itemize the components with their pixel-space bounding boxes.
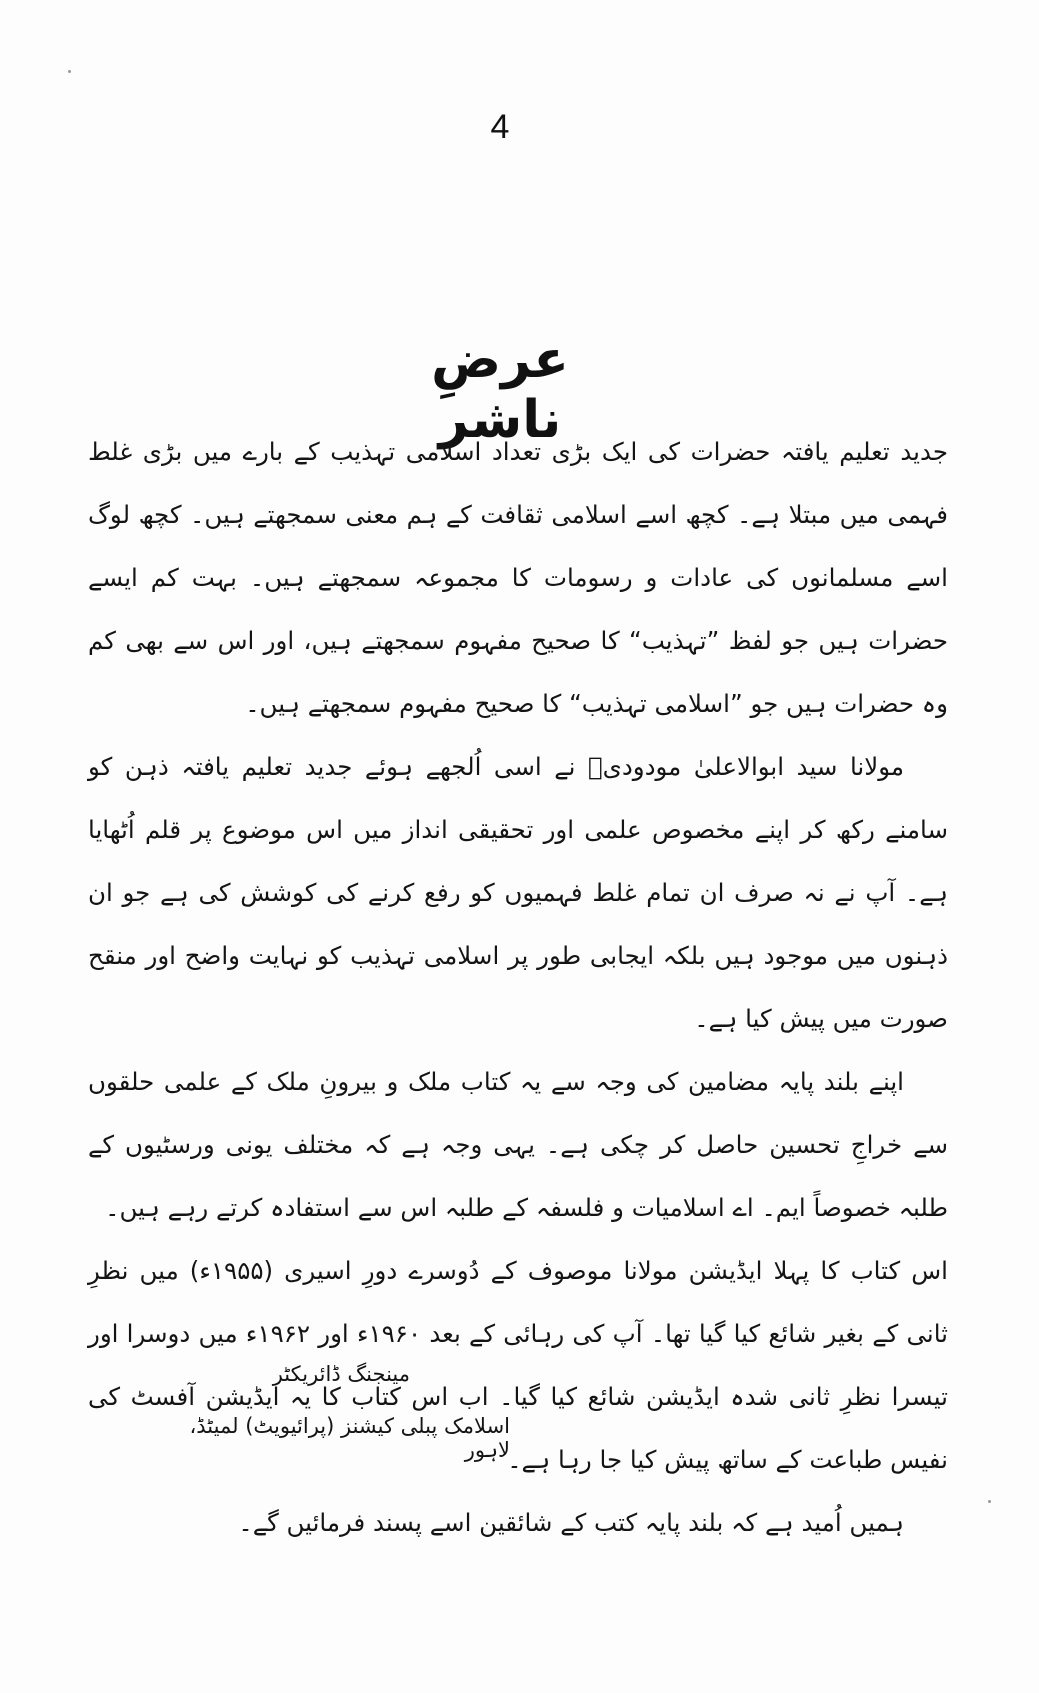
paragraph-5: ہمیں اُمید ہے کہ بلند پایہ کتب کے شائقین اسے پسند فرمائیں گے۔ [238, 1508, 904, 1537]
paragraph-4: اس کتاب کا پہلا ایڈیشن مولانا موصوف کے دُوسرے دورِ اسیری (۱۹۵۵ء) میں نظرِ ثانی کے بغیر شائع کیا گیا تھا۔ آپ کی رہائی کے بعد ۱۹۶۰ء اور ۱۹۶۲ء میں دوسرا اور تیسرا نظرِ ثانی شدہ ایڈیشن شائع کیا گیا۔ اب اس کتاب کا یہ ایڈیشن آفسٹ کی نفیس طباعت کے ساتھ پیش کیا جا رہا ہے۔ [88, 1256, 948, 1474]
paper-speck [988, 1500, 991, 1503]
signature-title: مینجنگ ڈائریکٹر [272, 1362, 410, 1386]
paragraph-2: مولانا سید ابوالاعلیٰ مودودیؒ نے اسی اُلجھے ہوئے جدید تعلیم یافتہ ذہن کو سامنے رکھ کر اپنے مخصوص علمی اور تحقیقی انداز میں اس موضوع پر قلم اُٹھایا ہے۔ آپ نے نہ صرف ان تمام غلط فہمیوں کو رفع کرنے کی کوشش کی ہے جو ان ذہنوں میں موجود ہیں بلکہ ایجابی طور پر اسلامی تہذیب کو نہایت واضح اور منقح صورت میں پیش کیا ہے۔ [88, 752, 948, 1033]
paper-speck [68, 70, 71, 73]
paragraph-3: اپنے بلند پایہ مضامین کی وجہ سے یہ کتاب ملک و بیرونِ ملک کے علمی حلقوں سے خراجِ تحسین حاصل کر چکی ہے۔ یہی وجہ ہے کہ مختلف یونی ورسٹیوں کے طلبہ خصوصاً ایم۔ اے اسلامیات و فلسفہ کے طلبہ اس سے استفادہ کرتے رہے ہیں۔ [88, 1067, 948, 1222]
signature-organization: اسلامک پبلی کیشنز (پرائیویٹ) لمیٹڈ، لاہور [189, 1414, 510, 1462]
page-number: 4 [490, 108, 510, 146]
page-title: عرضِ ناشر [431, 330, 569, 450]
paragraph-1: جدید تعلیم یافتہ حضرات کی ایک بڑی تعداد اسلامی تہذیب کے بارے میں بڑی غلط فہمی میں مبتلا ہے۔ کچھ اسے اسلامی ثقافت کے ہم معنی سمجھتے ہیں۔ کچھ لوگ اسے مسلمانوں کی عادات و رسومات کا مجموعہ سمجھتے ہیں۔ بہت کم ایسے حضرات ہیں جو لفظ ”تہذیب“ کا صحیح مفہوم سمجھتے ہیں، اور اس سے بھی کم وہ حضرات ہیں جو ”اسلامی تہذیب“ کا صحیح مفہوم سمجھتے ہیں۔ [88, 437, 948, 718]
